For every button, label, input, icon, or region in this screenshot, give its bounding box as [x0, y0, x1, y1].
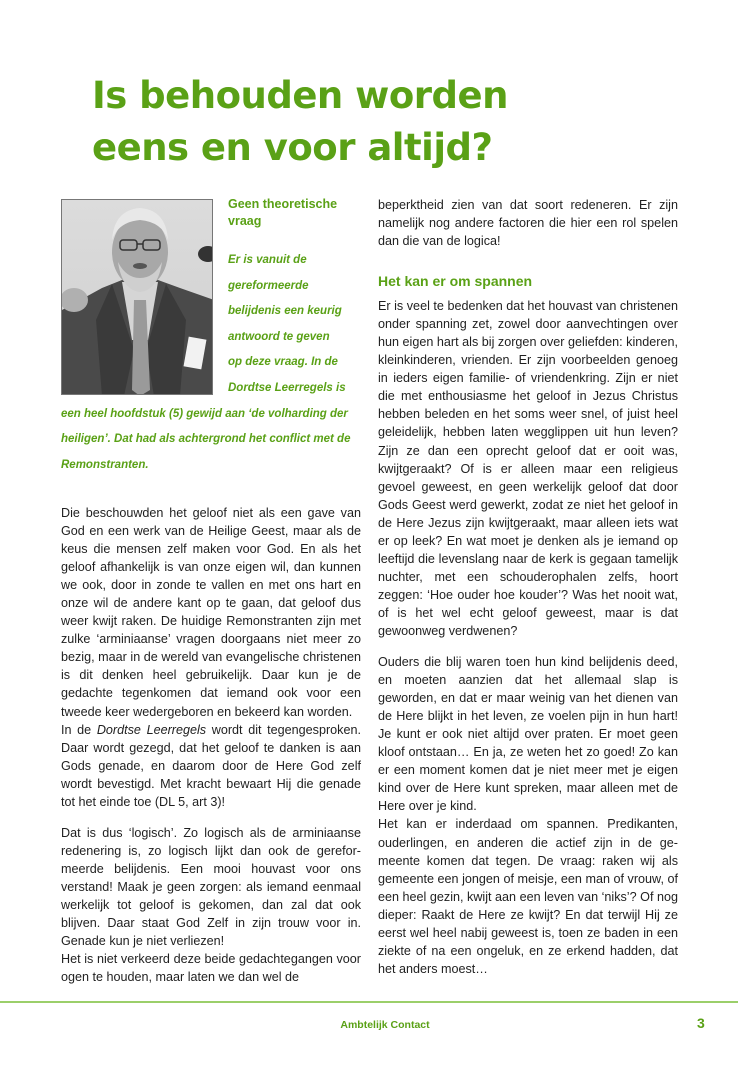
- lead-line: Er is vanuit de: [228, 254, 307, 266]
- title-line-1: Is behouden worden: [92, 74, 508, 117]
- book-title-emphasis: Dordtse Leerregels: [96, 722, 207, 737]
- body-paragraph: Er is veel te bedenken dat het houvast van christenen onder spanning zet, zowel door aanvechtingen over hun eigen hart als bij zorgen over geliefden: kinderen, kleinkinderen, vrienden. Er zijn voorbeelden genoeg in ieders eigen familie- of vriendenkring. Zijn er niet die met enthousiasme het geloof in Jezus Christus hebben beleden en het soms weer snel, of juist heel geleidelijk, hebben laten wegglippen uit hun leven? Zijn ze dan een oprecht geloof dat er ooit was, kwijtgeraakt? Of is er alleen maar een religieus gevoel geweest, en geen werkelijk geloof dat door Gods Geest werd gewerkt, zodat ze niet het geloof in de Here Jezus zijn kwijtgeraakt, maar alleen iets wat er op leek? En wat moet je denken als je iemand op leeftijd die levenslang naar de kerk is gegaan tamelijk nuchter, met een schouderophalen zelfs, hoort zeggen: ‘Hoe ouder hoe kouder’? Was het nooit wat, of is het wel echt geloof geweest, maar is dat gewoonweg verdwenen?: [378, 299, 678, 638]
- section-subheading: Het kan er om spannen: [378, 273, 533, 290]
- lead-line: Remonstranten.: [61, 458, 149, 471]
- sidebar-heading: Geen theoretische vraag: [228, 197, 338, 228]
- right-column: [378, 196, 678, 978]
- lead-intro: [61, 248, 361, 478]
- body-paragraph: [61, 721, 361, 811]
- footer-divider: [0, 1001, 738, 1003]
- lead-line: belijdenis een keurig: [228, 305, 342, 318]
- left-column: [61, 504, 361, 986]
- lead-line: gereformeerde: [228, 279, 309, 292]
- body-paragraph: Het kan er inderdaad om spannen. Predikanten, ouderlingen, en anderen die actief zijn in de gemeente komen dat tegen. De vraag: raken wij als gemeente een jongen of meisje, een man of vrouw, of een heel gezin, kwijt aan een leven van ‘niks’? Of nog dieper: Raakt de Here ze kwijt? En dat terwijl Hij ze eerst wel heel nabij geweest is, toen ze baden in een ziekte of na een ongeluk, en ze erkend hadden, dat het anders moest…: [378, 817, 678, 976]
- lead-line: een heel hoofdstuk (5) gewijd aan ‘de volharding der: [61, 407, 348, 420]
- lead-line: antwoord te geven: [228, 330, 330, 343]
- text-run: wordt dit tegengesproken. Daar wordt gezegd, dat het geloof te danken is aan Gods genade, en daarom door de Here God zelf wordt bevestigd. Met kracht bewaart Hij die genade tot het einde toe (DL 5, art 3)!: [61, 722, 361, 809]
- lead-line: op deze vraag. In de: [228, 356, 338, 369]
- article-title: [92, 70, 508, 174]
- body-paragraph: Ouders die blij waren toen hun kind belijdenis deed, en moeten aanzien dat het allemaal slap is geworden, en dat er maar weinig van het dienen van de Here blijkt in het leven, ze voelen pijn in hun hart! Je kunt er ook niet altijd over praten. Er moet geen kloof ontstaan… En ja, ze weten het zo goed! Zo kan er een moment komen dat je niet meer met je eigen kind over de Here kunt spreken, maar alleen met de Here over je kind.: [378, 655, 678, 814]
- publication-name: Ambtelijk Contact: [340, 1019, 430, 1031]
- body-paragraph: beperktheid zien van dat soort redeneren. Er zijn namelijk nog andere factoren die hier een rol spelen dan die van de logica!: [378, 198, 678, 249]
- title-line-2: eens en voor altijd?: [92, 126, 493, 169]
- lead-line: heiligen’. Dat had als achtergrond het conflict met de: [61, 433, 351, 446]
- body-paragraph: Dat is dus ‘logisch’. Zo logisch als de arminiaanse redenering is, zo logisch lijkt dan ook de gereformeerde belijdenis. Een mooi houvast voor ons verstand! Maak je geen zorgen: als iemand eenmaal werkelijk tot geloof is gekomen, dan zal dat ook blijven. Daar staat God Zelf in zijn trouw voor in. Genade kun je niet verliezen!: [61, 825, 361, 949]
- page-number: 3: [697, 1015, 705, 1031]
- text-run: In de: [61, 722, 97, 737]
- body-paragraph: Die beschouwden het geloof niet als een gave van God en een werk van de Heilige Geest, maar als de keus die mensen zelf maken voor God. En als het geloof afhankelijk is van onze eigen wil, dan kunnen we ook, door in zonde te vallen en met ons hart en onze wil de andere kant op te gaan, dat geloof dus weer kwijt raken. De huidige Remonstranten zijn met zulke ‘arminiaanse’ vragen doorgaans niet meer zo bezig, maar in de wereld van evangelische christenen is dit denken heel gebruikelijk. Daar kun je de gedachte tegenkomen dat iemand ook voor een tweede keer wedergeboren en bekeerd kan worden.: [61, 506, 361, 719]
- lead-line: Dordtse Leerregels is: [228, 381, 346, 394]
- body-paragraph: Het is niet verkeerd deze beide gedachtegangen voor ogen te houden, maar laten we dan wel de: [61, 952, 361, 985]
